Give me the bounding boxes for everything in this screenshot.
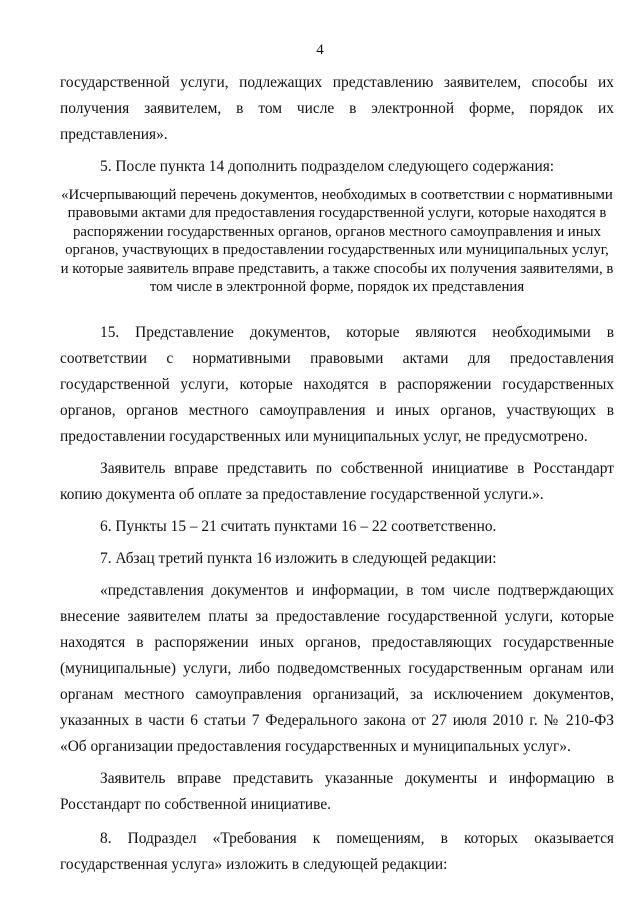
- paragraph-applicant-right: Заявитель вправе представить по собственной инициативе в Росстандарт копию документа об оплате за предоставление государственной услуги.».: [60, 460, 614, 504]
- paragraph-item-7: 7. Абзац третий пункта 16 изложить в следующей редакции:: [100, 550, 497, 568]
- page-number: 4: [316, 42, 324, 58]
- spacer: [60, 296, 614, 320]
- document-body: [60, 70, 614, 878]
- paragraph-item-5: 5. После пункта 14 дополнить подразделом следующего содержания:: [100, 158, 555, 175]
- paragraph-item-6: 6. Пункты 15 – 21 считать пунктами 16 – 22 соответственно.: [100, 518, 497, 536]
- paragraph-applicant-initiative: Заявитель вправе представить указанные документы и информацию в Росстандарт по собственной инициативе.: [60, 770, 614, 814]
- subsection-heading: «Исчерпывающий перечень документов, необходимых в соответствии с нормативными правовыми актами для предоставления государственной услуги, которые находятся в распоряжении государственных органов, органов местного самоуправления и иных органов, участвующих в предоставлении государственных или муниципальных услуг, и которые заявитель вправе представить, а также способы их получения заявителями, в том числе в электронной форме, порядок их представления: [60, 187, 614, 296]
- paragraph-continuation: государственной услуги, подлежащих представлению заявителем, способы их получения заявителем, в том числе в электронной форме, порядок их представления».: [60, 74, 614, 143]
- paragraph-item-8: 8. Подраздел «Требования к помещениям, в которых оказывается государственная услуга» изложить в следующей редакции:: [60, 830, 614, 874]
- paragraph-item-15: 15. Представление документов, которые являются необходимыми в соответствии с нормативными правовыми актами для предоставления государственной услуги, которые находятся в распоряжении государственных органов, органов местного самоуправления и иных органов, участвующих в предоставлении государственных или муниципальных услуг, не предусмотрено.: [60, 324, 614, 446]
- paragraph-quoted-text: «представления документов и информации, в том числе подтверждающих внесение заявителем платы за предоставление государственной услуги, которые находятся в распоряжении иных органов, предоставляющих государственные (муниципальные) услуги, либо подведомственных государственным органам или органам местного самоуправления организаций, за исключением документов, указанных в части 6 статьи 7 Федерального закона от 27 июля 2010 г. № 210-ФЗ «Об организации предоставления государственных и муниципальных услуг».: [60, 582, 614, 756]
